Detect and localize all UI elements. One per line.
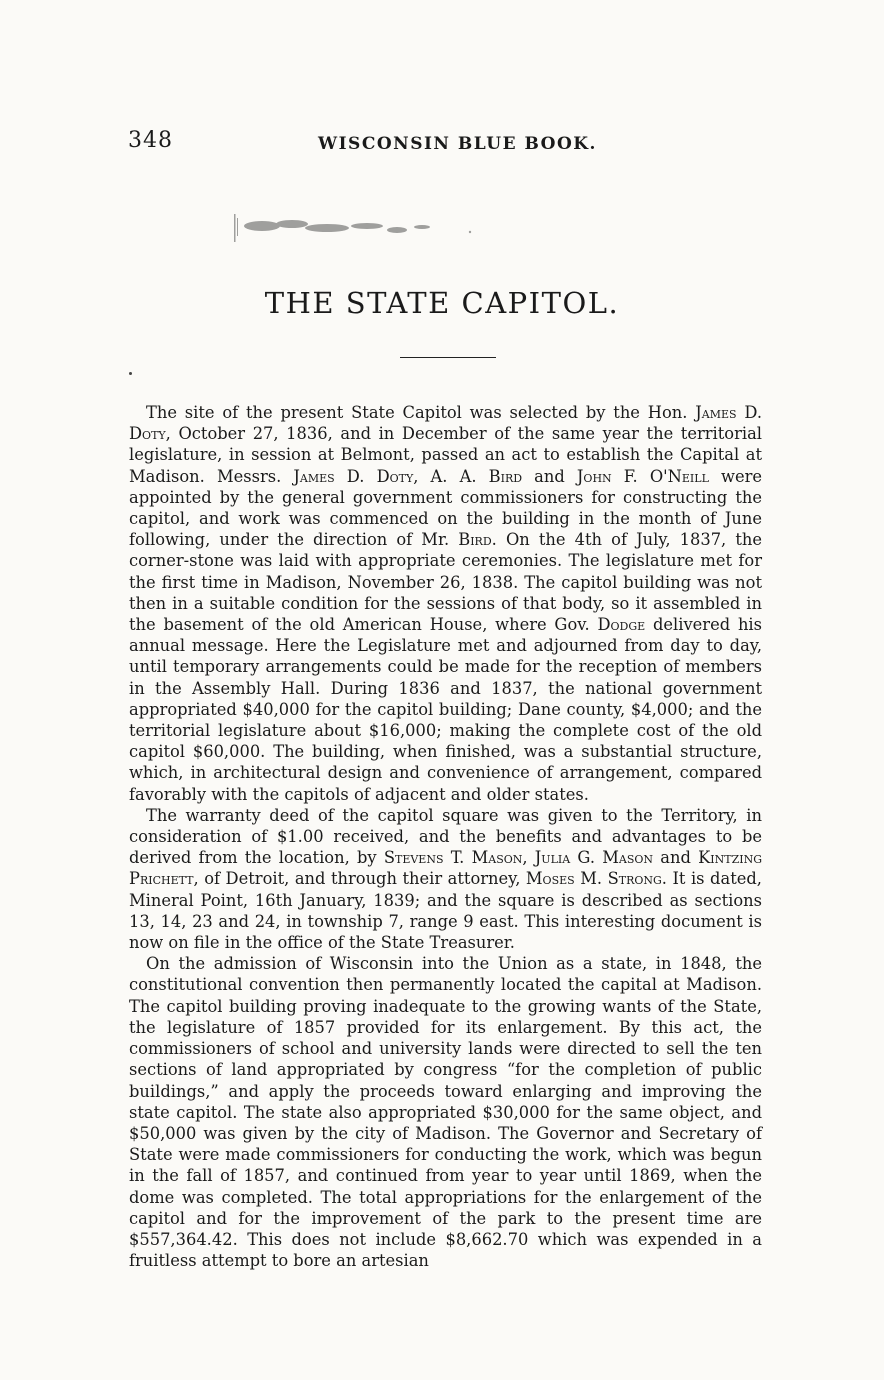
person-name: Julia G. Mason <box>534 848 654 868</box>
person-name: Moses M. Strong <box>525 869 662 889</box>
text-run: and <box>653 848 699 868</box>
running-head: WISCONSIN BLUE BOOK. <box>318 134 597 154</box>
text-run: , <box>413 466 431 486</box>
text-run: , <box>522 848 535 868</box>
text-run: and <box>522 466 577 486</box>
title-rule <box>400 357 496 358</box>
text-run: The warranty deed of the capitol square was given to the Territory, in consideration of $1.00 received, and the benefits and advantages to be derived from the location, by <box>129 805 762 868</box>
text-run: . It is dated, Mineral Point, 16th January, 1839; and the square is described as sections 13, 14, 23 and 24, in township 7, range 9 east. This interesting document is now on file in the office of the State Treasurer. <box>129 869 762 953</box>
person-name: Stevens T. Mason <box>383 848 523 868</box>
person-name: Kintzing Prichett <box>129 848 762 889</box>
text-run: , of Detroit, and through their attorney, <box>193 869 526 889</box>
page-header <box>128 128 768 164</box>
paragraph <box>129 805 762 953</box>
person-name: James D. Doty <box>129 403 762 444</box>
text-run: On the admission of Wisconsin into the Union as a state, in 1848, the constitutional convention then permanently located the capital at Madison. The capitol building proving inadequate to the growing wants of the State, the legislature of 1857 provided for its enlargement. By this act, the commissioners of school and university lands were directed to sell the ten sections of land appropriated by congress “for the completion of public buildings,” and apply the proceeds toward enlarging and improving the state capitol. The state also appropriated $30,000 for the same object, and $50,000 was given by the city of Madison. The Governor and Secretary of State were made commissioners for conducting the work, which was begun in the fall of 1857, and continued from year to year until 1869, when the dome was completed. The total appropriations for the enlargement of the capitol and for the improvement of the park to the present time are $557,364.42. This does not include $8,662.70 which was expended in a fruitless attempt to bore an artesian <box>129 954 762 1271</box>
stray-ink-dot <box>129 372 132 375</box>
text-run: . On the 4th of July, 1837, the corner-stone was laid with appropriate ceremonies. The legislature met for the first time in Madison, November 26, 1838. The capitol building was not then in a suitable condition for the sessions of that body, so it assembled in the basement of the old American House, where Gov. <box>129 530 762 635</box>
text-run: The site of the present State Capitol was selected by the Hon. <box>146 403 696 422</box>
person-name: Dodge <box>597 615 646 635</box>
paragraph <box>129 402 762 805</box>
person-name: Bird <box>458 530 492 550</box>
person-name: A. A. Bird <box>430 466 523 486</box>
person-name: James D. Doty <box>293 466 414 486</box>
text-run: , October 27, 1836, and in December of the same year the territorial legislature, in session at Belmont, passed an act to establish the Capital at Madison. Messrs. <box>129 424 762 486</box>
ink-smudge <box>232 208 477 248</box>
text-run: delivered his annual message. Here the Legislature met and adjourned from day to day, until temporary arrangements could be made for the reception of members in the Assembly Hall. During 1836 and 1837, the national government appropriated $40,000 for the capitol building; Dane county, $4,000; and the territorial legislature about $16,000; making the complete cost of the old capitol $60,000. The building, when finished, was a substantial structure, which, in architectural design and convenience of arrangement, compared favorably with the capitols of adjacent and older states. <box>129 615 762 804</box>
page-title: THE STATE CAPITOL. <box>264 286 620 320</box>
paragraph <box>129 953 762 1271</box>
article-body <box>129 402 762 1271</box>
page-number: 348 <box>128 128 173 153</box>
person-name: John F. O'Neill <box>576 466 709 486</box>
text-run: were appointed by the general government commissioners for constructing the capitol, and work was commenced on the building in the month of June following, under the direction of Mr. <box>129 466 762 550</box>
